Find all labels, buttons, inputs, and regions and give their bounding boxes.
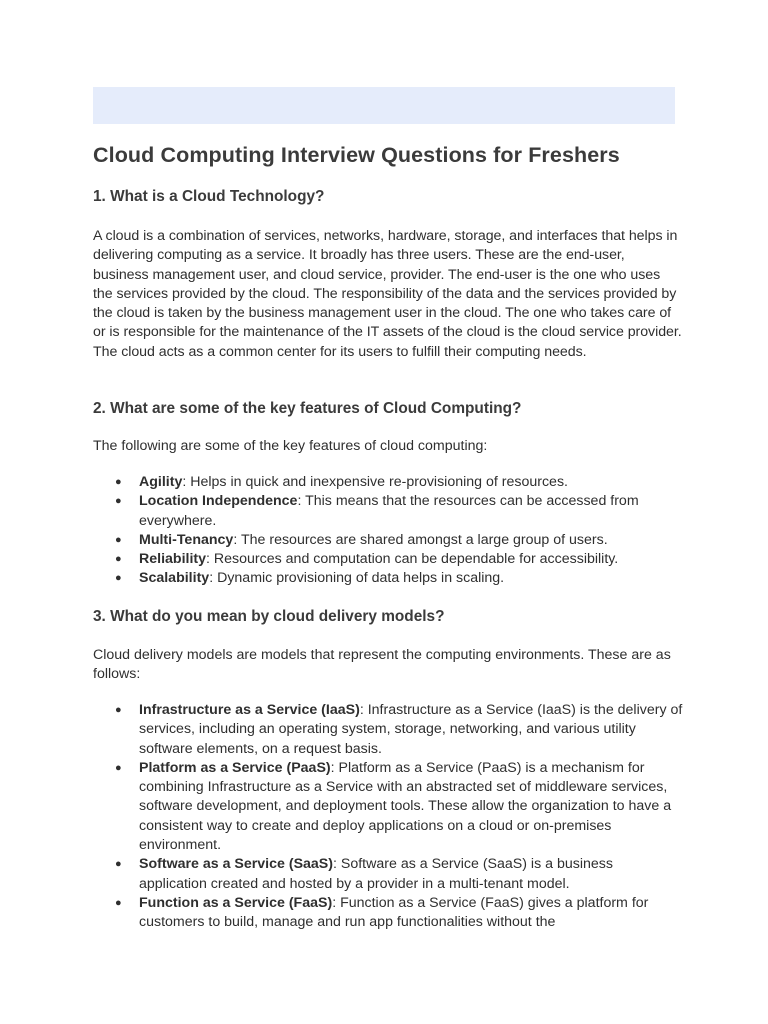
top-banner — [93, 87, 675, 124]
question-3-intro: Cloud delivery models are models that represent the computing environments. These are as follows: — [93, 647, 671, 683]
key-features-list — [93, 473, 683, 589]
bullet-icon: ● — [115, 553, 122, 566]
question-1-heading: 1. What is a Cloud Technology? — [93, 188, 325, 205]
list-item: ● Infrastructure as a Service (IaaS): Infrastructure as a Service (IaaS) is the delivery of services, including an operating system, storage, networking, and various utility software elements, on a request basis. — [115, 702, 683, 757]
question-1-answer: A cloud is a combination of services, networks, hardware, storage, and interfaces that helps in delivering computing as a service. It broadly has three users. These are the end-user, business management user, and cloud service, provider. The end-user is the one who uses the services provided by the cloud. The responsibility of the data and the services provided by the cloud is taken by the business management user in the cloud. The one who takes care of or is responsible for the maintenance of the IT assets of the cloud is the cloud service provider. The cloud acts as a common center for its users to fulfill their computing needs. — [93, 228, 682, 360]
bullet-icon: ● — [115, 896, 122, 909]
bullet-icon: ● — [115, 476, 122, 488]
list-item: ● Function as a Service (FaaS): Function as a Service (FaaS) gives a platform for customers to build, manage and run app functionalities without the — [115, 894, 649, 931]
question-2-intro: The following are some of the key features of cloud computing: — [93, 438, 488, 454]
bullet-icon: ● — [115, 572, 122, 585]
list-item: ● Multi-Tenancy: The resources are shared amongst a large group of users. — [93, 531, 683, 550]
bullet-icon: ● — [115, 858, 122, 871]
bullet-icon: ● — [115, 761, 122, 774]
question-2-heading: 2. What are some of the key features of Cloud Computing? — [93, 400, 522, 417]
list-item: ● Agility: Helps in quick and inexpensive re-provisioning of resources. — [93, 473, 683, 492]
bullet-icon: ● — [115, 533, 122, 546]
bullet-icon: ● — [115, 704, 122, 716]
page-title: Cloud Computing Interview Questions for Freshers — [93, 143, 620, 167]
list-item: ● Location Independence: This means that the resources can be accessed from everywhere. — [115, 493, 639, 529]
list-item: ● Platform as a Service (PaaS): Platform as a Service (PaaS) is a mechanism for combining Infrastructure as a Service with an abstracted set of middleware services, software development, and deployment tools. These allow the organization to have a consistent way to create and deploy applications on a cloud or on-premises environment. — [115, 759, 672, 854]
question-3-heading: 3. What do you mean by cloud delivery models? — [93, 608, 445, 625]
list-item: ● Software as a Service (SaaS): Software as a Service (SaaS) is a business application created and hosted by a provider in a multi-tenant model. — [115, 856, 613, 892]
list-item: ● Reliability: Resources and computation can be dependable for accessibility. — [93, 550, 683, 569]
list-item: ● Scalability: Dynamic provisioning of data helps in scaling. — [93, 569, 683, 588]
delivery-models-list — [93, 701, 683, 933]
bullet-icon: ● — [115, 495, 122, 508]
